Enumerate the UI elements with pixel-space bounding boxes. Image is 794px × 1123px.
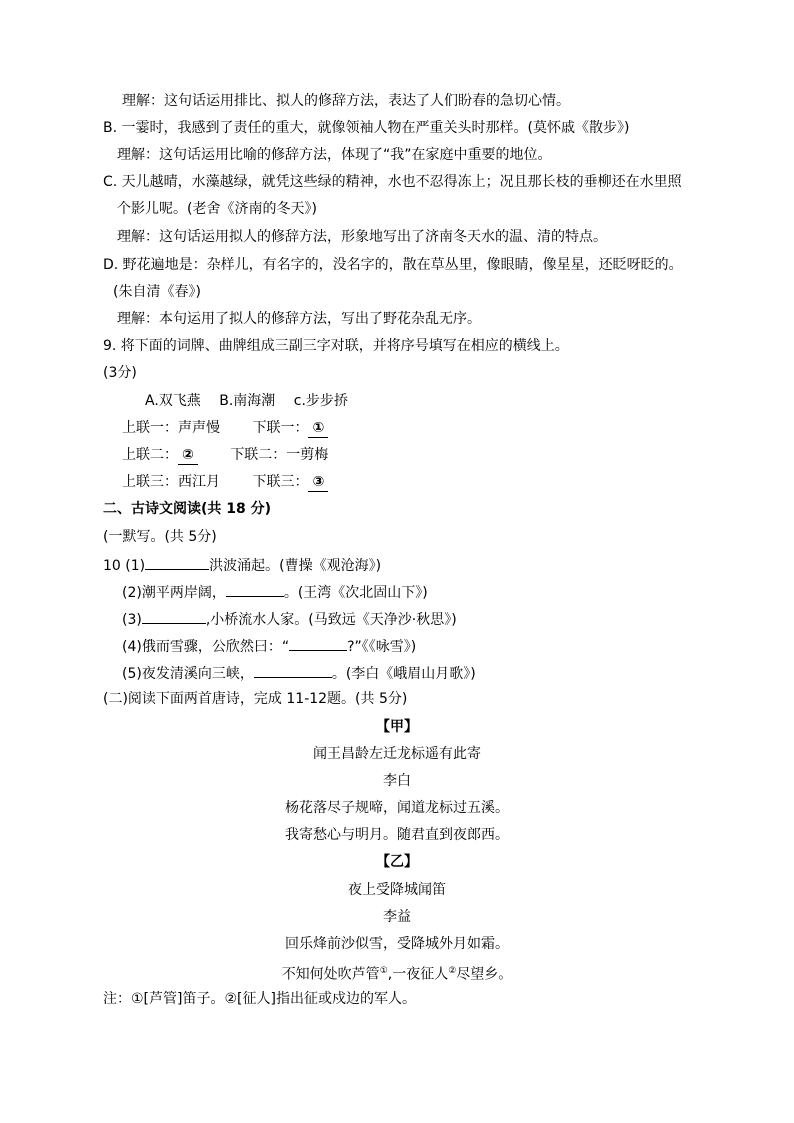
option-c: c.步步挢 (293, 393, 348, 409)
option-a: A.双飞燕 (145, 393, 201, 409)
section2-part1: (一默写。(共 5分) (103, 529, 217, 545)
poem-yi-author: 李益 (383, 909, 411, 925)
footnote-ref-2: ② (448, 966, 457, 976)
q8-a-understanding: 理解：这句话运用排比、拟人的修辞方法，表达了人们盼春的急切心情。 (122, 93, 570, 109)
q9-row-1 (122, 419, 328, 438)
upper-1: 上联一：声声慢 (122, 420, 220, 436)
section2-heading: 二、古诗文阅读(共 18 分) (103, 501, 272, 517)
q9-score: (3分) (103, 365, 137, 381)
q10-item-1: 10 (1) 洪波涌起。(曹操《观沧海》) (103, 555, 381, 575)
lower-3-label: 下联三： (252, 474, 309, 490)
poem-jia-line-2: 我寄愁心与明月。随君直到夜郎西。 (285, 827, 509, 843)
q9-row-3 (122, 473, 328, 492)
poem-note: 注：①[芦管]笛子。②[征人]指出征或戍边的军人。 (103, 991, 416, 1007)
poem-yi-line-1: 回乐烽前沙似雪，受降城外月如霜。 (285, 936, 509, 952)
q8-b-sentence: B. 一霎时，我感到了责任的重大，就像领袖人物在严重关头时那样。(莫怀戚《散步》) (103, 120, 630, 136)
q8-d-understanding: 理解：本句运用了拟人的修辞方法，写出了野花杂乱无序。 (117, 311, 481, 327)
q8-d-sentence-2: (朱自清《春》) (113, 284, 201, 300)
q10-item-3: (3) ,小桥流水人家。(马致远《天净沙·秋思》) (122, 609, 457, 629)
lower-2: 下联二：一剪梅 (230, 447, 329, 463)
q8-b-understanding: 理解：这句话运用比喻的修辞方法，体现了“我”在家庭中重要的地位。 (117, 147, 552, 163)
blank-3[interactable] (142, 609, 206, 624)
blank-1[interactable] (145, 555, 209, 570)
option-b: B.南海潮 (219, 393, 276, 409)
q9-stem: 9. 将下面的词牌、曲牌组成三副三字对联，并将序号填写在相应的横线上。 (103, 338, 569, 354)
lower-1-answer[interactable]: ① (308, 419, 328, 438)
poem-jia-line-1: 杨花落尽子规啼，闻道龙标过五溪。 (285, 800, 509, 816)
poem-yi-line-2: 不知何处吹芦管①,一夜征人②尽望乡。 (281, 966, 513, 983)
blank-5[interactable] (254, 663, 332, 678)
poem-yi-title: 夜上受降城闻笛 (348, 882, 446, 898)
upper-2-answer[interactable]: ② (178, 446, 198, 465)
upper-2-label: 上联二： (122, 447, 178, 463)
section2-part2: (二)阅读下面两首唐诗，完成 11-12题。(共 5分) (103, 691, 408, 707)
poem-jia-mark: 【甲】 (376, 719, 418, 735)
q8-d-sentence-1: D. 野花遍地是：杂样儿，有名字的，没名字的，散在草丛里，像眼睛，像星星，还眨呀眨的。 (103, 257, 683, 273)
q8-c-sentence-1: C. 天儿越晴，水藻越绿，就凭这些绿的精神，水也不忍得冻上；况且那长枝的垂柳还在水里照 (103, 174, 682, 190)
blank-4[interactable] (289, 636, 347, 651)
q10-item-2: (2)潮平两岸阔， 。(王湾《次北固山下》) (122, 582, 428, 602)
q10-item-4: (4)俄而雪骤，公欣然曰：“ ?”《《咏雪》) (122, 636, 416, 656)
q10-item-5: (5)夜发清溪向三峡， 。(李白《峨眉山月歌》) (122, 663, 476, 683)
upper-3: 上联三：西江月 (122, 474, 220, 490)
q8-c-sentence-2: 个影儿呢。(老舍《济南的冬天》) (117, 201, 317, 217)
q9-options (145, 392, 348, 410)
footnote-ref-1: ① (379, 966, 388, 976)
blank-2[interactable] (226, 582, 284, 597)
poem-jia-title: 闻王昌龄左迁龙标遥有此寄 (313, 746, 481, 762)
lower-1-label: 下联一： (252, 420, 309, 436)
poem-jia-author: 李白 (383, 773, 411, 789)
q8-c-understanding: 理解：这句话运用拟人的修辞方法，形象地写出了济南冬天水的温、清的特点。 (117, 229, 607, 245)
lower-3-answer[interactable]: ③ (308, 473, 328, 492)
q9-row-2 (122, 446, 328, 465)
poem-yi-mark: 【乙】 (376, 854, 418, 870)
